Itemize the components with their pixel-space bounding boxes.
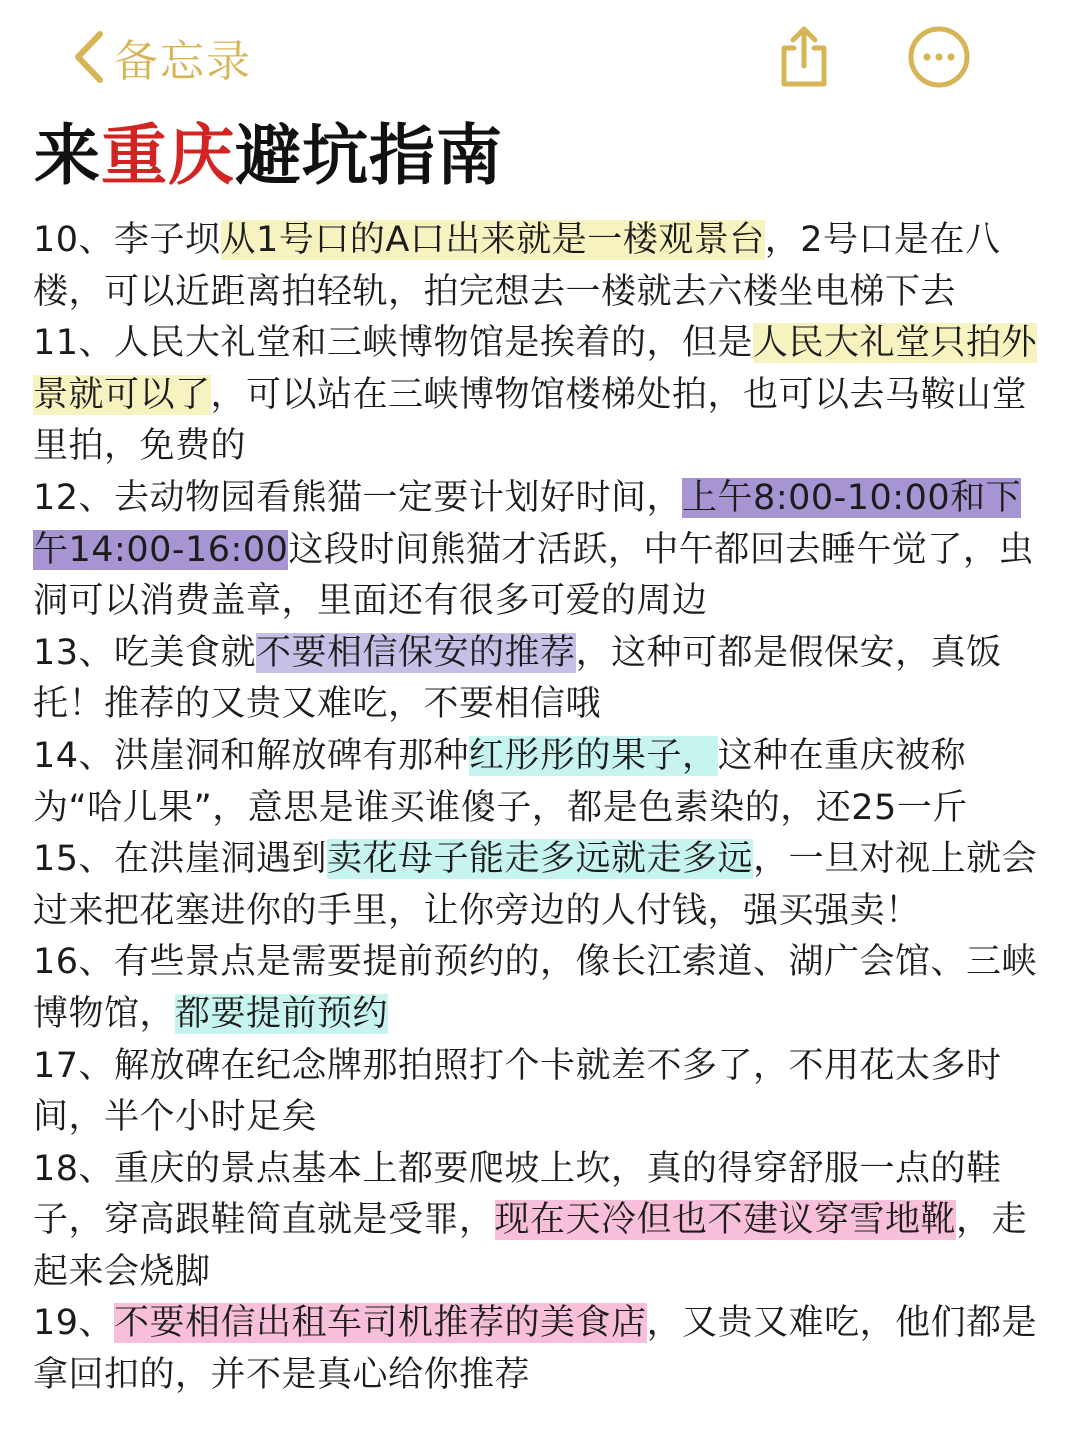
tip-highlight: 从1号口的A口出来就是一楼观景台 (220, 220, 765, 260)
tip-text: ，可以站在三峡博物馆楼梯处拍，也可以去马鞍山堂里拍，免费的 (33, 374, 1028, 467)
chevron-left-icon (72, 28, 106, 86)
tip-14 (33, 731, 1045, 834)
tip-text: 11、人民大礼堂和三峡博物馆是挨着的，但是 (33, 323, 754, 364)
tip-text: ，2号口是在八楼，可以近距离拍轻轨，拍完想去一楼就去六楼坐电梯下去 (33, 220, 1001, 312)
tip-text: 这种在重庆被称为“哈儿果”，意思是谁买谁傻子，都是色素染的，还25一斤 (33, 735, 968, 828)
tip-10 (33, 215, 1045, 318)
tip-highlight: 人民大礼堂只拍外景就可以了 (33, 323, 1038, 415)
tip-13 (33, 628, 1045, 731)
title-part-3: 避坑指南 (235, 117, 503, 194)
tip-18 (33, 1144, 1045, 1299)
title-part-2-highlight: 重庆 (101, 117, 235, 194)
tip-text: ，又贵又难吃，他们都是拿回扣的，并不是真心给你推荐 (33, 1303, 1038, 1396)
tip-highlight: 不要相信出租车司机推荐的美食店 (114, 1303, 647, 1344)
page-title (34, 112, 503, 200)
tip-19 (33, 1298, 1045, 1401)
back-label: 备忘录 (114, 36, 252, 87)
tip-text: 这段时间熊猫才活跃，中午都回去睡午觉了，虫洞可以消费盖章，里面还有很多可爱的周边 (33, 529, 1034, 622)
tip-text: 14、洪崖洞和解放碑有那种 (33, 735, 470, 776)
tip-text: 12、去动物园看熊猫一定要计划好时间， (33, 477, 683, 518)
tip-highlight: 都要提前预约 (175, 993, 389, 1034)
tip-17 (33, 1041, 1045, 1144)
tip-text: 10、李子坝 (33, 220, 221, 260)
tip-16 (33, 937, 1045, 1040)
tip-text: 16、有些景点是需要提前预约的，像长江索道、湖广会馆、三峡博物馆， (33, 942, 1038, 1034)
tip-12 (33, 473, 1045, 628)
tip-15 (33, 834, 1045, 937)
tip-text: ，一旦对视上就会过来把花塞进你的手里，让你旁边的人付钱，强买强卖！ (33, 839, 1038, 931)
tip-highlight: 上午8:00-10:00和下午14:00-16:00 (33, 477, 1022, 570)
tip-text: 19、 (33, 1303, 115, 1344)
tip-highlight: 不要相信保安的推荐 (256, 632, 576, 673)
tip-text: 18、重庆的景点基本上都要爬坡上坎，真的得穿舒服一点的鞋子，穿高跟鞋简直就是受罪， (33, 1148, 1002, 1241)
tip-highlight: 红彤彤的果子， (469, 735, 718, 776)
more-icon[interactable] (906, 24, 972, 90)
nav-bar (0, 0, 1080, 110)
tip-highlight: 现在天冷但也不建议穿雪地靴 (494, 1200, 957, 1241)
note-body (33, 215, 1045, 1402)
tip-text: 13、吃美食就 (33, 632, 257, 673)
title-part-1: 来 (34, 117, 101, 194)
tip-text: 15、在洪崖洞遇到 (33, 839, 328, 880)
tip-11 (33, 318, 1045, 473)
tip-highlight: 卖花母子能走多远就走多远 (327, 839, 754, 880)
back-button[interactable] (72, 22, 252, 92)
tip-text: 17、解放碑在纪念牌那拍照打个卡就差不多了，不用花太多时间，半个小时足矣 (33, 1045, 1002, 1138)
share-icon[interactable] (776, 24, 832, 90)
tip-text: ，这种可都是假保安，真饭托！推荐的又贵又难吃，不要相信哦 (33, 632, 1002, 725)
tip-text: ，走起来会烧脚 (33, 1200, 1028, 1292)
